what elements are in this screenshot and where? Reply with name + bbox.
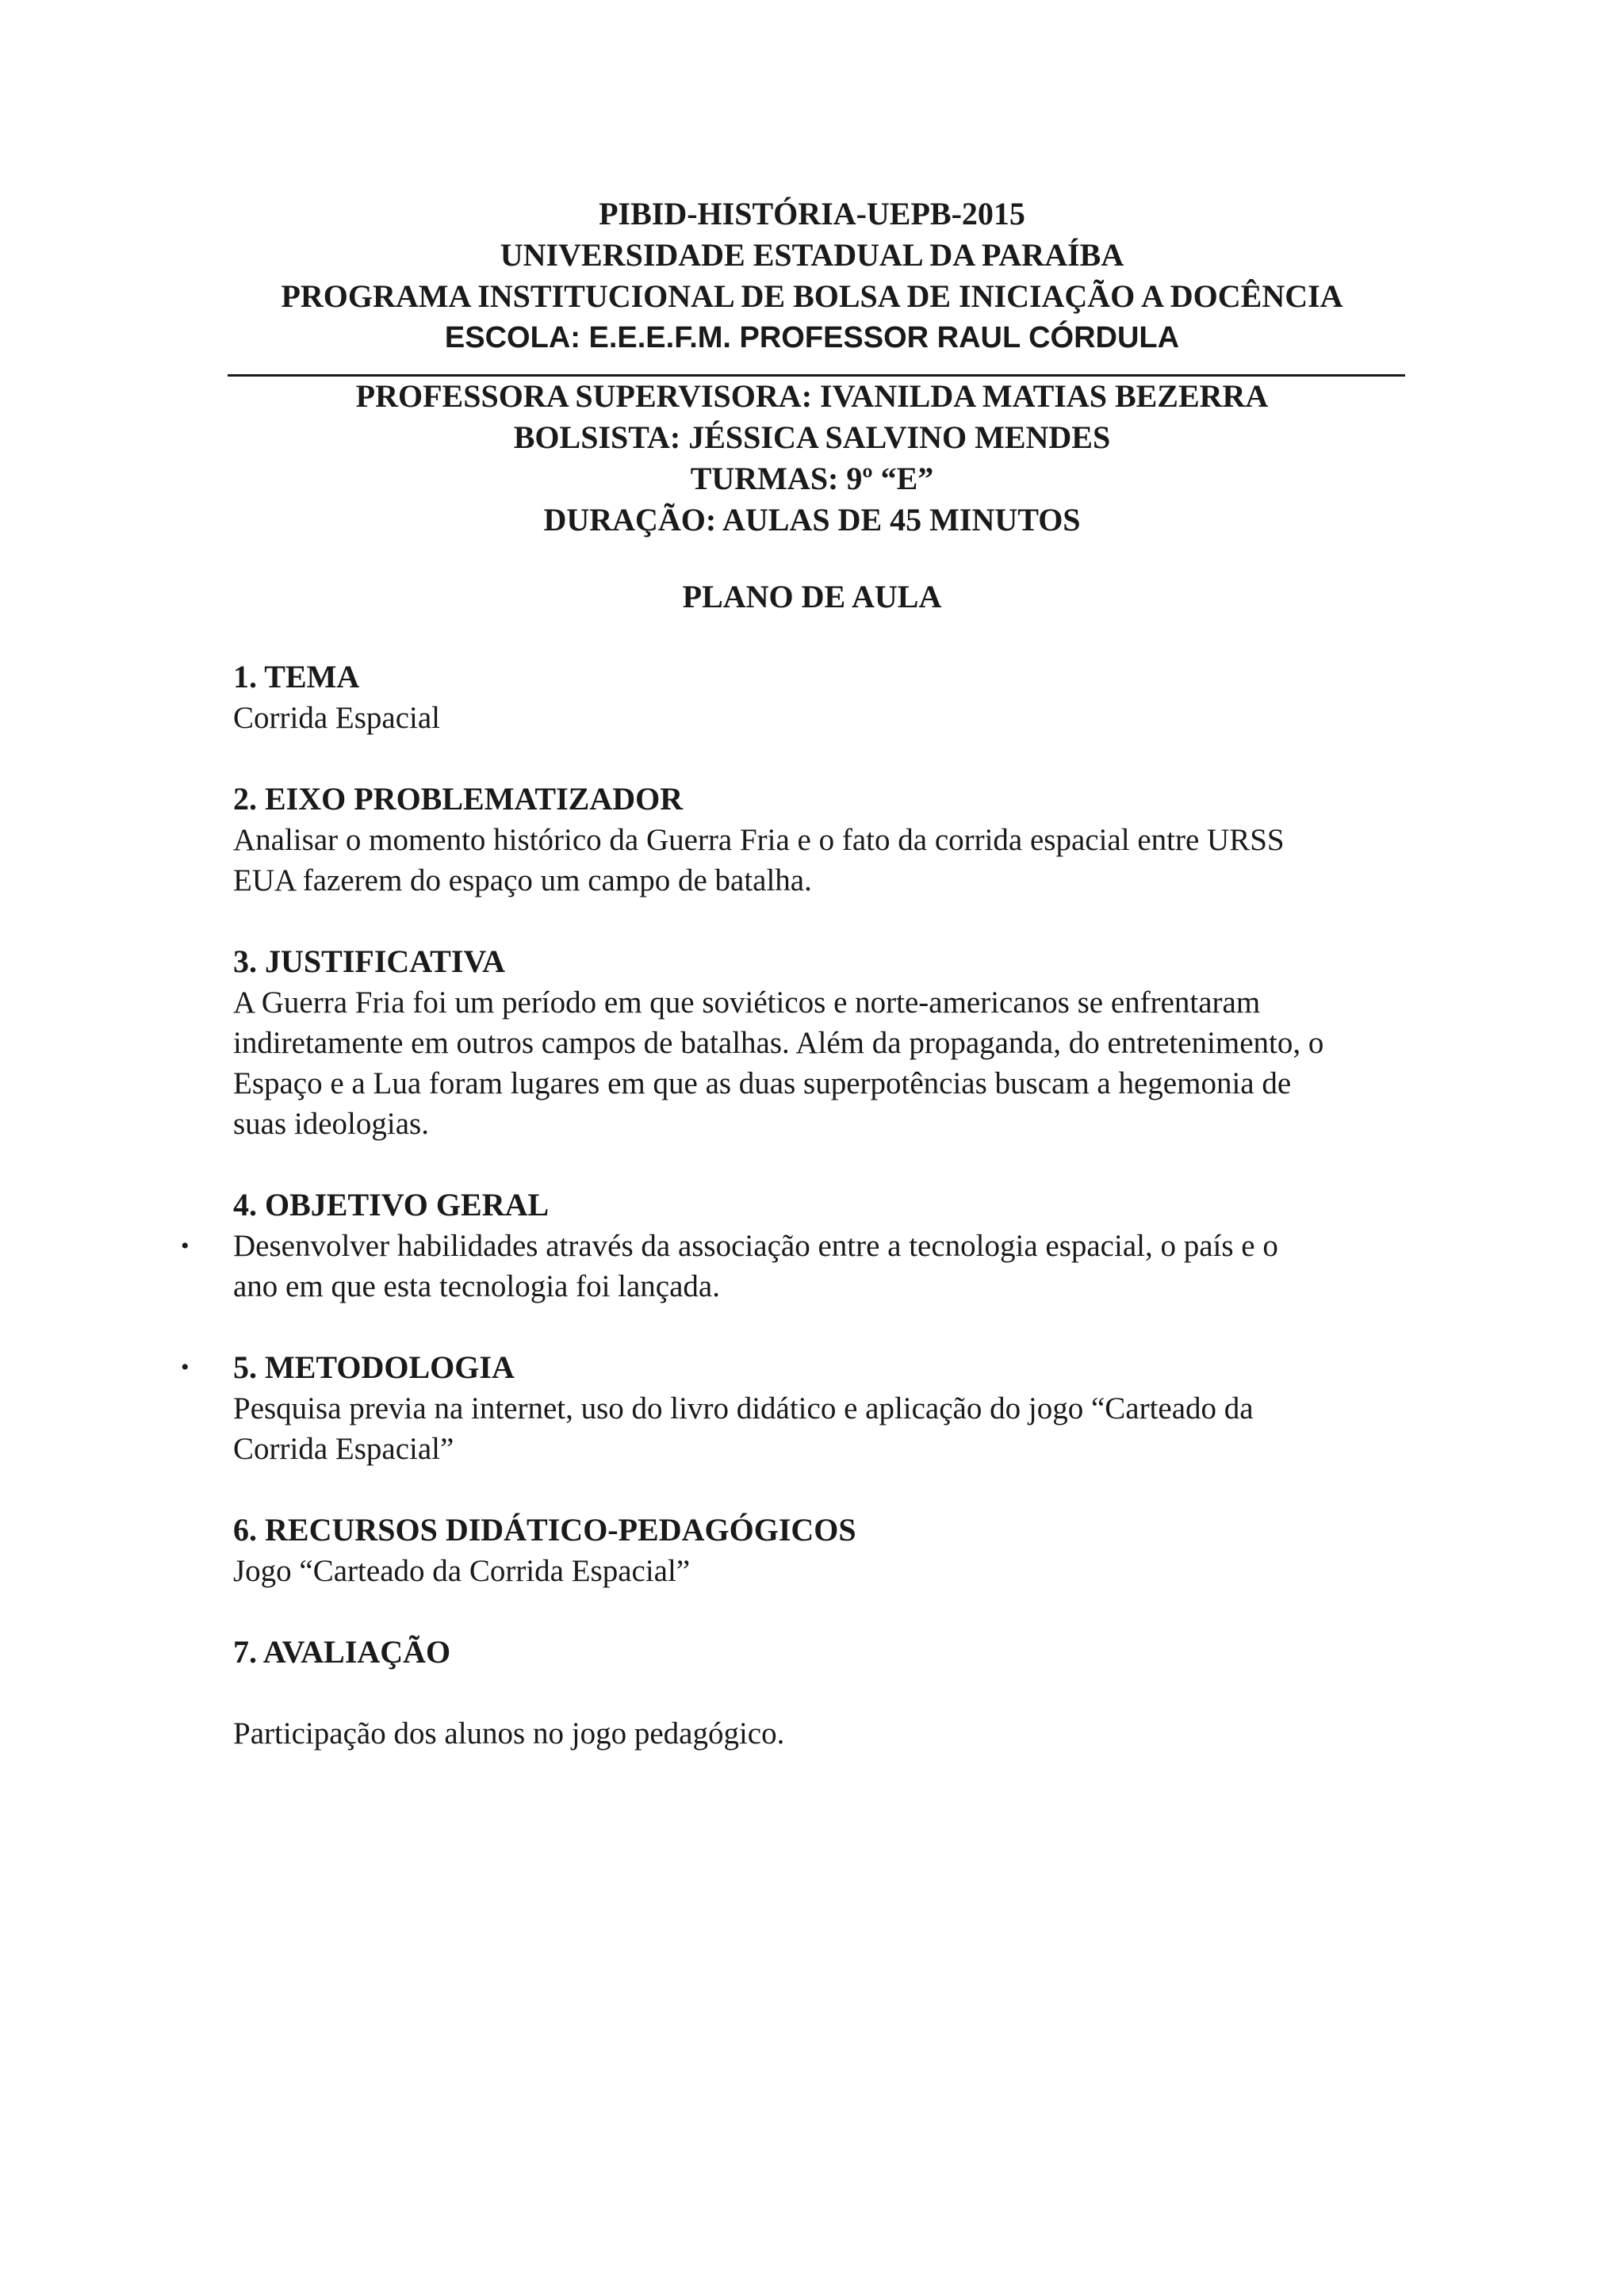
document-subheader (0, 376, 1624, 541)
body-line: Desenvolver habilidades através da associação entre a tecnologia espacial, o país e o (233, 1229, 1278, 1263)
body-line: Pesquisa previa na internet, uso do livro didático e aplicação do jogo “Carteado da (233, 1391, 1254, 1425)
body-line: Corrida Espacial (233, 701, 440, 735)
body-line: ano em que esta tecnologia foi lançada. (233, 1269, 720, 1303)
plan-content (181, 656, 1407, 1754)
section-title: 7. AVALIAÇÃO (233, 1634, 451, 1670)
body-line: Participação dos alunos no jogo pedagógico. (233, 1716, 785, 1751)
body-line: A Guerra Fria foi um período em que soviéticos e norte-americanos se enfrentaram (233, 985, 1261, 1020)
body-line: suas ideologias. (233, 1107, 429, 1141)
section-title: 4. OBJETIVO GERAL (233, 1187, 550, 1223)
section-objetivo (181, 1184, 1407, 1307)
section-body (233, 1388, 1407, 1469)
section-title: 5. METODOLOGIA (233, 1349, 515, 1385)
body-line: EUA fazerem do espaço um campo de batalha. (233, 863, 812, 897)
bullet-icon: • (181, 1233, 190, 1259)
section-body (233, 982, 1407, 1144)
section-title: 6. RECURSOS DIDÁTICO-PEDAGÓGICOS (233, 1512, 856, 1548)
section-metodologia (181, 1347, 1407, 1469)
section-body (181, 1226, 1407, 1307)
body-line: Espaço e a Lua foram lugares em que as duas superpotências buscam a hegemonia de (233, 1066, 1292, 1100)
section-tema (233, 656, 1407, 738)
section-title: 2. EIXO PROBLEMATIZADOR (233, 781, 684, 817)
plan-title: PLANO DE AULA (682, 579, 942, 614)
duration-line: DURAÇÃO: AULAS DE 45 MINUTOS (543, 502, 1081, 538)
section-body (233, 1551, 1407, 1591)
header-school: ESCOLA: E.E.E.F.M. PROFESSOR RAUL CÓRDULA (444, 321, 1180, 354)
body-line: Jogo “Carteado da Corrida Espacial” (233, 1554, 691, 1588)
section-body (233, 698, 1407, 738)
header-program-name: PROGRAMA INSTITUCIONAL DE BOLSA DE INICIAÇÃO A DOCÊNCIA (281, 278, 1343, 314)
body-line: indiretamente em outros campos de batalhas. Além da propaganda, do entretenimento, o (233, 1026, 1324, 1060)
classes-line: TURMAS: 9º “E” (690, 461, 934, 496)
section-title: 3. JUSTIFICATIVA (233, 943, 506, 979)
header-program-year: PIBID-HISTÓRIA-UEPB-2015 (599, 196, 1025, 232)
bullet-icon: • (181, 1354, 190, 1380)
scholar-line: BOLSISTA: JÉSSICA SALVINO MENDES (513, 419, 1111, 455)
supervisor-line: PROFESSORA SUPERVISORA: IVANILDA MATIAS BEZERRA (355, 378, 1269, 414)
section-eixo (233, 779, 1407, 901)
section-title: 1. TEMA (233, 659, 360, 695)
body-line: Corrida Espacial” (233, 1432, 454, 1466)
body-line: Analisar o momento histórico da Guerra Fria e o fato da corrida espacial entre URSS (233, 823, 1285, 857)
document-header (0, 193, 1624, 358)
section-body (233, 1713, 1407, 1754)
section-recursos (233, 1510, 1407, 1591)
header-university: UNIVERSIDADE ESTADUAL DA PARAÍBA (500, 237, 1124, 273)
section-justificativa (233, 941, 1407, 1144)
section-body (233, 820, 1407, 901)
section-avaliacao (233, 1632, 1407, 1754)
